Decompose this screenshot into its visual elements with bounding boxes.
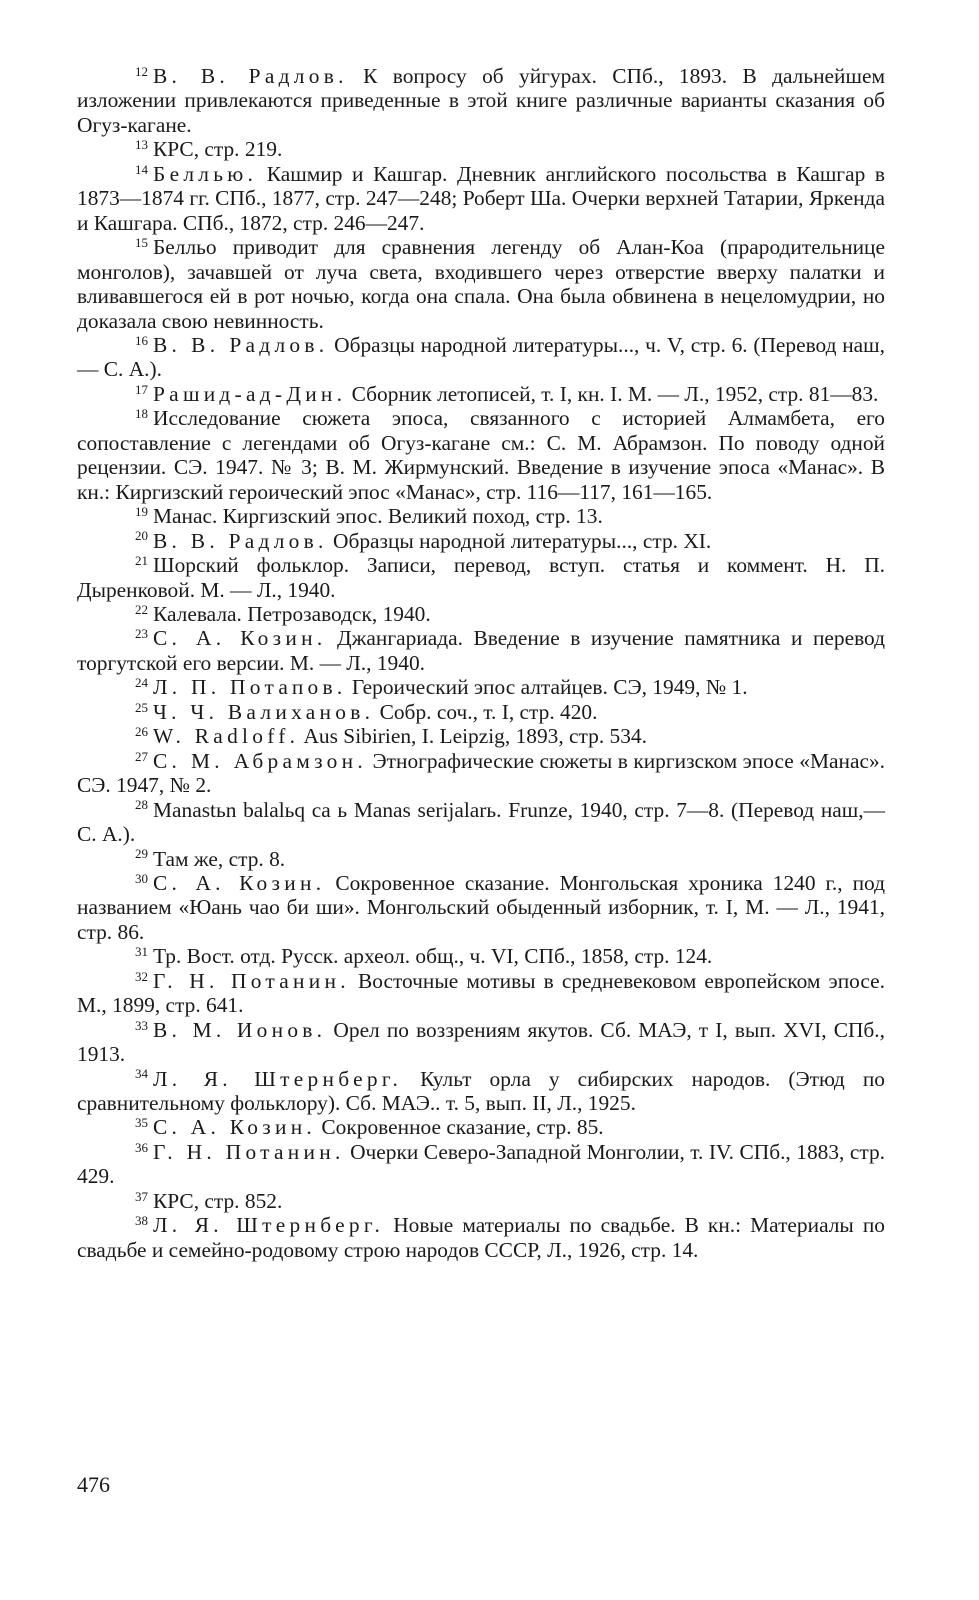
page-number: 476 — [77, 1472, 110, 1497]
footnote-text: Сокровенное сказание, стр. 85. — [316, 1115, 604, 1140]
footnote-text: КРС, стр. 219. — [153, 137, 283, 162]
footnote-text: Тр. Вост. отд. Русск. археол. общ., ч. VI, СПб., 1858, стр. 124. — [153, 944, 713, 969]
footnote-number: 33 — [135, 1017, 148, 1033]
footnote-text: К вопросу об уйгурах. СПб., 1893. В дальнейшем изложении привлекаются приведенные в этой книге различные варианты сказания об Огуз-кагане. — [77, 64, 885, 137]
footnote-author: В. В. Радлов. — [153, 64, 348, 88]
footnote-author: Г. Н. Потанин. — [153, 1139, 345, 1164]
footnote-text: Манас. Киргизский эпос. Великий поход, стр. 13. — [153, 504, 603, 529]
footnote-text: Новые материалы по свадьбе. В кн.: Материалы по свадьбе и семейно-родовому строю народов СССР, Л., 1926, стр. 14. — [77, 1213, 885, 1262]
footnote — [77, 553, 885, 602]
footnote — [77, 1189, 885, 1213]
footnote — [77, 944, 885, 968]
footnote-author: Беллью. — [153, 161, 258, 186]
footnote — [77, 700, 885, 724]
footnote — [77, 382, 885, 406]
footnote-author: С. А. Козин. — [153, 1115, 317, 1140]
footnote — [77, 1018, 885, 1067]
footnote-number: 21 — [135, 552, 148, 568]
footnote-author: С. М. Абрамзон. — [153, 748, 368, 773]
footnote — [77, 675, 885, 699]
footnote-text: Шорский фольклор. Записи, перевод, вступ. статья и коммент. Н. П. Дыренковой. М. — Л., 1940. — [77, 553, 885, 602]
footnote-author: В. В. Радлов. — [153, 332, 329, 357]
footnote-text: Кашмир и Кашгар. Дневник английского посольства в Кашгар в 1873—1874 гг. СПб., 1877, стр. 247—248; Роберт Ша. Очерки верхней Татарии, Яркенда и Кашгара. СПб., 1872, стр. 246—247. — [77, 161, 885, 235]
footnote-text: Орел по воззрениям якутов. Сб. МАЭ, т I, вып. XVI, СПб., 1913. — [77, 1017, 885, 1067]
footnote-number: 17 — [135, 381, 148, 397]
footnote-author: Г. Н. Потанин. — [153, 968, 350, 993]
footnote — [77, 1115, 885, 1139]
footnote-author: Л. Я. Штернберг. — [153, 1066, 403, 1091]
footnote — [77, 529, 885, 553]
footnote-number: 35 — [135, 1115, 148, 1131]
footnote — [77, 724, 885, 748]
footnote — [77, 626, 885, 675]
footnote-text: Собр. соч., т. I, стр. 420. — [374, 699, 598, 724]
footnote-text: Калевала. Петрозаводск, 1940. — [153, 601, 431, 626]
footnote — [77, 1067, 885, 1116]
footnote — [77, 1140, 885, 1189]
footnote-number: 16 — [135, 332, 148, 348]
footnote-text: Сокровенное сказание. Монгольская хроника 1240 г., под названием «Юань чао би ши». Монгольский обыденный изборник, т. I, М. — Л., 1941, стр. 86. — [77, 870, 885, 944]
footnote-number: 12 — [135, 63, 148, 79]
footnote — [77, 969, 885, 1018]
footnote-author: С. А. Козин. — [153, 626, 327, 651]
footnote-number: 28 — [135, 797, 148, 813]
footnote-number: 37 — [135, 1188, 148, 1204]
footnote-number: 14 — [135, 161, 148, 177]
footnote-author: Л. Я. Штернберг. — [153, 1213, 385, 1238]
footnote-number: 19 — [135, 504, 148, 520]
footnote-author: В. В. Радлов. — [153, 528, 328, 553]
footnote-text: Manastьn balalьq ca ь Manas serijalarь. Frunze, 1940, стр. 7—8. (Перевод наш,— С. А.). — [77, 797, 885, 847]
footnote-number: 32 — [135, 968, 148, 984]
footnote-number: 22 — [135, 601, 148, 617]
footnote-text: Сборник летописей, т. I, кн. I. М. — Л., 1952, стр. 81—83. — [346, 381, 879, 406]
footnote-text: Белльо приводит для сравнения легенду об Алан-Коа (прародительнице монголов), зачавшей от луча света, входившего через отверстие вверху палатки и вливавшегося ей в рот ночью, когда она спала. Она была обвинена в нецеломудрии, но доказала свою невинность. — [77, 235, 885, 333]
footnote-text: КРС, стр. 852. — [153, 1188, 283, 1213]
footnote-text: Aus Sibirien, I. Leipzig, 1893, стр. 534. — [299, 724, 647, 749]
footnote-text: Очерки Северо-Западной Монголии, т. IV. СПб., 1883, стр. 429. — [77, 1139, 885, 1189]
footnote-author: В. М. Ионов. — [153, 1017, 327, 1042]
footnote — [77, 235, 885, 333]
footnote — [77, 504, 885, 528]
footnote-number: 36 — [135, 1139, 148, 1155]
footnote-text: Образцы народной литературы..., стр. XI. — [327, 528, 712, 553]
footnote-number: 25 — [135, 699, 148, 715]
footnote-number: 31 — [135, 944, 148, 960]
footnote-author: Ч. Ч. Валиханов. — [153, 699, 375, 724]
footnote — [77, 847, 885, 871]
footnote-author: W. Radloff. — [153, 724, 300, 749]
footnote — [77, 602, 885, 626]
footnote-number: 26 — [135, 724, 148, 740]
footnote-author: Рашид-ад-Дин. — [153, 381, 347, 406]
footnote-number: 23 — [135, 626, 148, 642]
footnote — [77, 162, 885, 235]
footnote-text: Исследование сюжета эпоса, связанного с историей Алмамбета, его сопоставление с легендами об Огуз-кагане см.: С. М. Абрамзон. По поводу одной рецензии. СЭ. 1947. № 3; В. М. Жирмунский. Введение в изучение эпоса «Манас». В кн.: Киргизский героический эпос «Манас», стр. 116—117, 161—165. — [77, 406, 885, 504]
footnote-number: 34 — [135, 1066, 148, 1082]
footnote-number: 24 — [135, 675, 148, 691]
footnote — [77, 871, 885, 944]
footnote-text: Культ орла у сибирских народов. (Этюд по сравнительному фольклору). Сб. МАЭ.. т. 5, вып. II, Л., 1925. — [77, 1066, 885, 1116]
footnote — [77, 749, 885, 798]
footnote-number: 18 — [135, 406, 148, 422]
footnote-number: 38 — [135, 1213, 148, 1229]
footnote — [77, 406, 885, 504]
footnote-text: Там же, стр. 8. — [153, 846, 286, 871]
footnote-number: 15 — [135, 235, 148, 251]
footnote-number: 27 — [135, 748, 148, 764]
footnote-text: Восточные мотивы в средневековом европейском эпосе. М., 1899, стр. 641. — [77, 968, 885, 1018]
footnote — [77, 1213, 885, 1262]
footnote-text: Этнографические сюжеты в киргизском эпосе «Манас». СЭ. 1947, № 2. — [77, 748, 885, 798]
footnote — [77, 798, 885, 847]
footnote-number: 29 — [135, 846, 148, 862]
footnote-number: 13 — [135, 137, 148, 153]
footnote-number: 20 — [135, 528, 148, 544]
footnote — [77, 64, 885, 137]
footnote-text: Джангариада. Введение в изучение памятника и перевод торгутской его версии. М. — Л., 1940. — [77, 626, 885, 675]
footnote-number: 30 — [135, 870, 148, 886]
footnote — [77, 333, 885, 382]
footnote-text: Образцы народной литературы..., ч. V, стр. 6. (Перевод наш,— С. А.). — [77, 332, 885, 382]
footnotes-list — [77, 64, 885, 1262]
footnote-text: Героический эпос алтайцев. СЭ, 1949, № 1. — [346, 675, 748, 700]
footnote-author: С. А. Козин. — [153, 870, 326, 895]
footnote-author: Л. П. Потапов. — [153, 675, 347, 700]
footnote — [77, 137, 885, 161]
